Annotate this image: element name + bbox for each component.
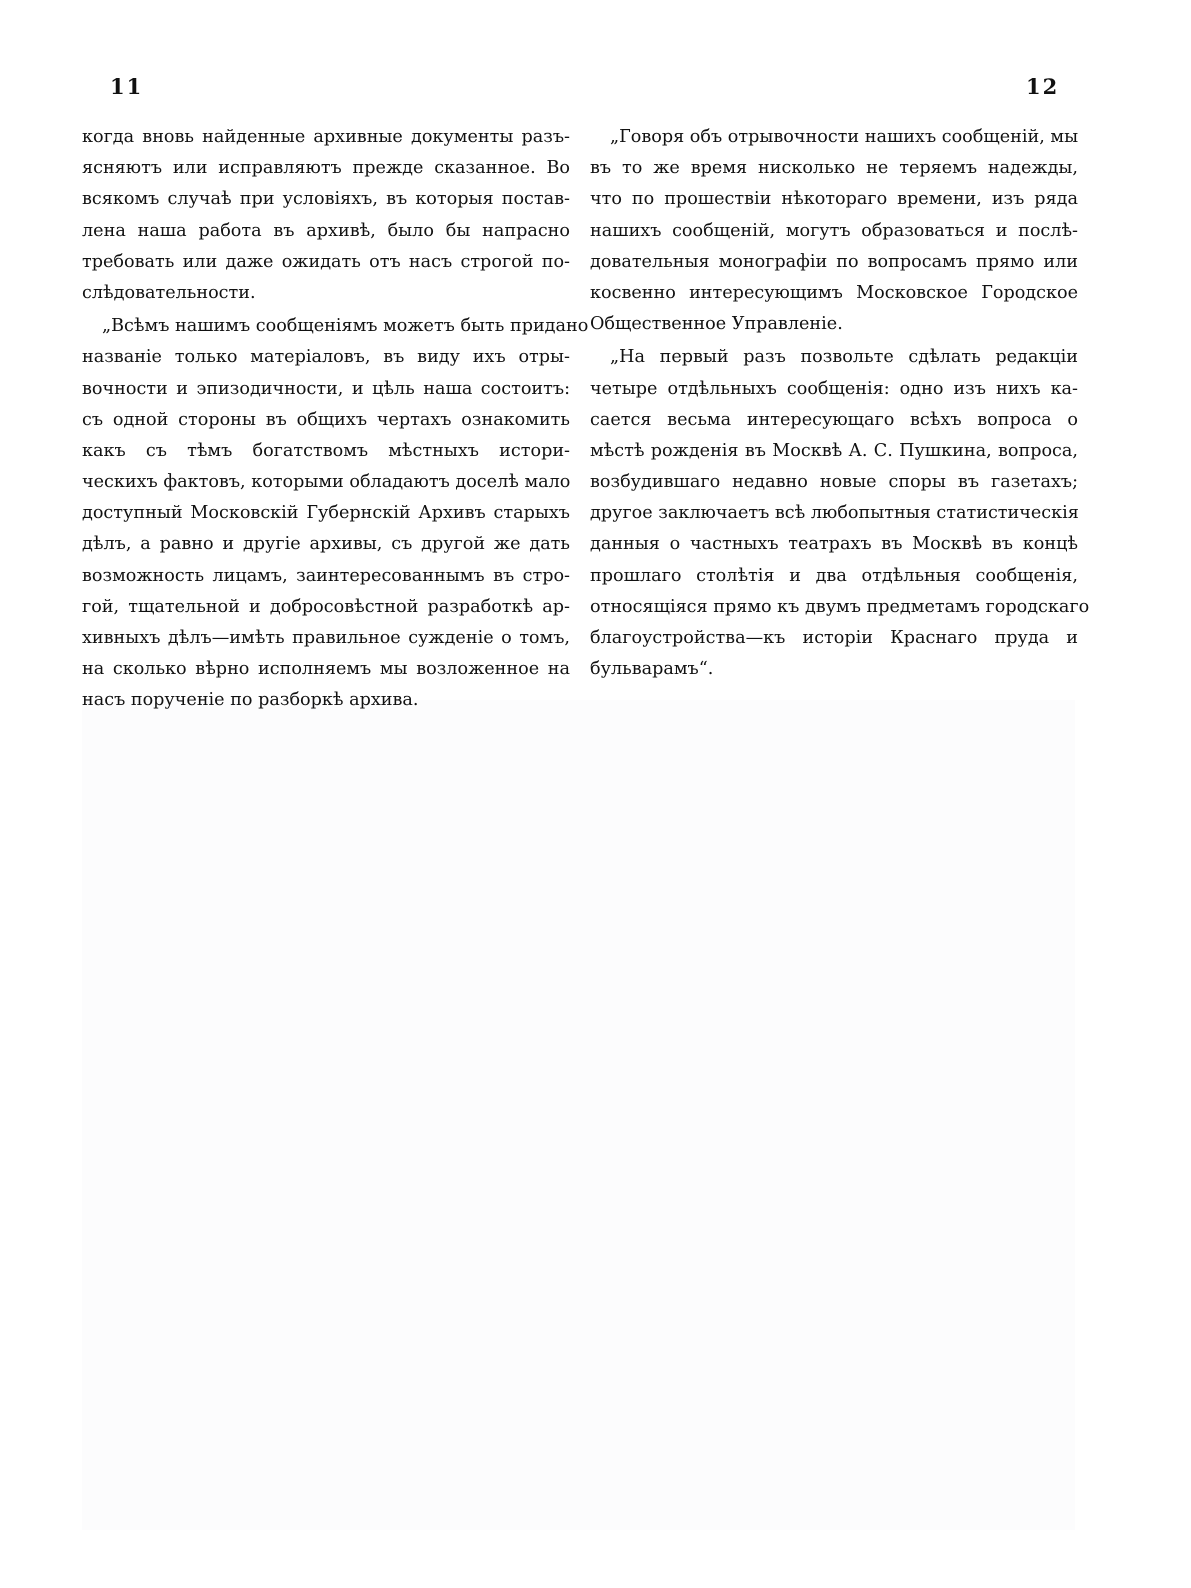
text-line: на сколько вѣрно исполняемъ мы возложенное на — [82, 659, 570, 680]
text-line: „Говоря объ отрывочности нашихъ сообщеній, мы — [610, 127, 1079, 147]
text-line: лена наша работа въ архивѣ, было бы напрасно — [82, 220, 570, 241]
text-line: названіе только матеріаловъ, въ виду ихъ отры- — [82, 347, 570, 368]
text-line: „На первый разъ позвольте сдѣлать редакціи — [610, 347, 1078, 368]
right-paragraph-2 — [590, 342, 1090, 685]
page-number-right: 12 — [1026, 74, 1060, 99]
left-column — [82, 122, 589, 719]
text-line: относящіяся прямо къ двумъ предметамъ городскаго — [590, 596, 1090, 617]
text-line: возбудившаго недавно новые споры въ газетахъ; — [590, 472, 1078, 493]
text-line: вочности и эпизодичности, и цѣль наша состоитъ: — [82, 378, 570, 399]
text-line: требовать или даже ожидать отъ насъ строгой по- — [82, 251, 570, 272]
text-line: доступный Московскій Губернскій Архивъ старыхъ — [82, 503, 570, 524]
text-line: данныя о частныхъ театрахъ въ Москвѣ въ концѣ — [590, 534, 1078, 555]
text-line: сается весьма интересующаго всѣхъ вопроса о — [590, 409, 1078, 430]
text-line: съ одной стороны въ общихъ чертахъ ознакомить — [82, 409, 570, 430]
text-line: возможность лицамъ, заинтересованнымъ въ стро- — [82, 565, 570, 586]
text-line: въ то же время нисколько не теряемъ надежды, — [590, 158, 1078, 179]
text-line: слѣдовательности. — [82, 282, 256, 303]
left-paragraph-1 — [82, 122, 570, 309]
text-line: всякомъ случаѣ при условіяхъ, въ которыя постав- — [82, 189, 570, 210]
text-line: довательныя монографіи по вопросамъ прямо или — [590, 251, 1078, 272]
text-line: косвенно интересующимъ Московское Городское — [590, 282, 1078, 303]
page-number-left: 11 — [110, 74, 144, 99]
text-line: ясняютъ или исправляютъ прежде сказанное. Во — [82, 158, 570, 179]
page-background — [82, 700, 1075, 1530]
text-line: нашихъ сообщеній, могутъ образоваться и послѣ- — [590, 220, 1078, 241]
left-paragraph-2 — [82, 311, 589, 716]
text-line: что по прошествіи нѣкотораго времени, изъ ряда — [590, 189, 1078, 210]
text-line: „Всѣмъ нашимъ сообщеніямъ можетъ быть придано — [102, 316, 589, 337]
text-line: гой, тщательной и добросовѣстной разработкѣ ар- — [82, 596, 570, 617]
text-line: мѣстѣ рожденія въ Москвѣ А. С. Пушкина, вопроса, — [590, 440, 1078, 461]
text-line: ческихъ фактовъ, которыми обладаютъ доселѣ мало — [82, 472, 571, 493]
text-line: другое заключаетъ всѣ любопытныя статистическія — [590, 503, 1079, 524]
text-line: Общественное Управленіе. — [590, 314, 843, 335]
text-line: благоустройства—къ исторіи Краснаго пруда и — [590, 628, 1078, 648]
text-line: хивныхъ дѣлъ—имѣть правильное сужденіе о томъ, — [82, 628, 570, 648]
text-line: дѣлъ, а равно и другіе архивы, съ другой же дать — [82, 534, 570, 555]
text-line: какъ съ тѣмъ богатствомъ мѣстныхъ истори- — [82, 440, 570, 461]
right-column — [590, 122, 1090, 687]
text-line: бульварамъ“. — [590, 659, 714, 680]
text-line: прошлаго столѣтія и два отдѣльныя сообщенія, — [590, 565, 1078, 586]
text-line: насъ порученіе по разборкѣ архива. — [82, 690, 419, 711]
text-line: когда вновь найденные архивные документы разъ- — [82, 127, 570, 147]
right-paragraph-1 — [590, 122, 1078, 340]
text-line: четыре отдѣльныхъ сообщенія: одно изъ нихъ ка- — [590, 378, 1078, 399]
